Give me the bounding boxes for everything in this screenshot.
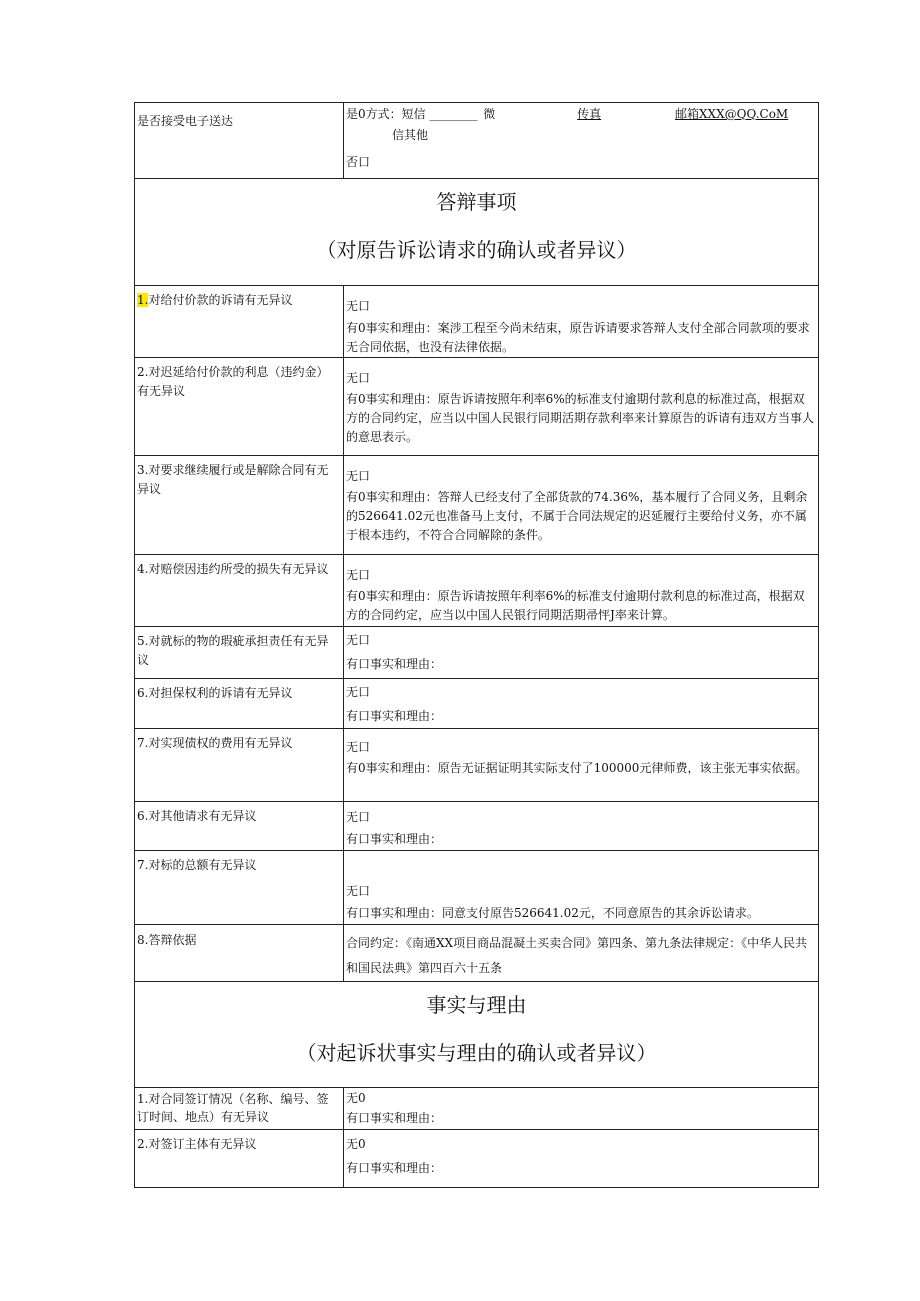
- answer-line: 有0事实和理由：答辩人已经支付了全部货款的74.36%，基本履行了合同义务，且剩余的526641.02元也准备马上支付，不属于合同法规定的迟延履行主要给付义务，亦不属于根本违约，不符合合同解除的条件。: [346, 490, 808, 542]
- item-number: 3.: [137, 463, 149, 477]
- item-label: [135, 679, 344, 729]
- item-answer: [344, 729, 819, 802]
- answer-line: 无口: [346, 685, 371, 699]
- wechat-other-text: 信其他: [392, 128, 429, 142]
- item-label: [135, 729, 344, 802]
- answer-line: 有0事实和理由：案涉工程至今尚未结束，原告诉请要求答辩人支付全部合同款项的要求无合同依据，也没有法律依据。: [346, 321, 810, 354]
- answer-line: 无0: [346, 1091, 366, 1105]
- electronic-service-label: [135, 103, 344, 179]
- answer-line: 无口: [346, 299, 371, 313]
- answer-line: 合同约定：《南通XX项目商品混凝土买卖合同》第四条、第九条法律规定：《中华人民共和国民法典》第四百六十五条: [346, 936, 808, 975]
- table-row: [135, 1130, 819, 1188]
- answer-line: 有口事实和理由：: [346, 1161, 443, 1175]
- section-title: 事实与理由: [426, 993, 527, 1017]
- answer-line: 有口事实和理由：: [346, 1111, 443, 1125]
- item-number: 6.: [137, 686, 149, 700]
- defense-form-table: [134, 102, 819, 1188]
- answer-line: 有0事实和理由：原告无证据证明其实际支付了100000元律师费，该主张无事实依据。: [346, 761, 808, 775]
- item-answer: [344, 1130, 819, 1188]
- item-label-text: 对签订主体有无异议: [148, 1137, 257, 1151]
- answer-line: 无口: [346, 740, 371, 754]
- item-label: [135, 925, 344, 982]
- table-row: [135, 802, 819, 851]
- answer-line: 有口事实和理由：同意支付原告526641.02元，不同意原告的其余诉讼请求。: [346, 906, 759, 920]
- sms-blank: ________: [429, 107, 478, 121]
- item-number: 4.: [137, 562, 149, 576]
- no-option-text: 否口: [346, 155, 371, 169]
- item-number: 7.: [137, 736, 149, 750]
- item-number: 7.: [137, 858, 149, 872]
- section-title: 答辩事项: [436, 190, 517, 214]
- item-label: [135, 802, 344, 851]
- section-header-cell: [135, 179, 819, 286]
- item-number: 2.: [137, 365, 149, 379]
- table-row: [135, 925, 819, 982]
- item-answer: [344, 679, 819, 729]
- electronic-service-options: [344, 103, 819, 179]
- answer-line: 无口: [346, 469, 371, 483]
- table-row: [135, 729, 819, 802]
- item-label: [135, 456, 344, 555]
- item-number: 2.: [137, 1137, 149, 1151]
- answer-line: 有口事实和理由：: [346, 709, 443, 723]
- answer-line: 有0事实和理由：原告诉请按照年利率6%的标准支付逾期付款利息的标准过高，根据双方的合同约定，应当以中国人民银行同期活期存款利率来计算原告的诉请有违双方当事人的意思表示。: [346, 392, 815, 444]
- item-label-text: 对担保权利的诉请有无异议: [148, 686, 293, 700]
- item-number: 5.: [137, 634, 149, 648]
- item-label: [135, 286, 344, 358]
- item-label-text: 答辩依据: [148, 933, 197, 947]
- wechat-text: 微: [483, 107, 496, 121]
- item-label-text: 对合同签订情况（名称、编号、签订时间、地点）有无异议: [137, 1092, 329, 1124]
- table-row: [135, 358, 819, 456]
- item-label: [135, 555, 344, 627]
- item-label-text: 对要求继续履行或是解除合同有无异议: [137, 463, 329, 496]
- item-answer: [344, 358, 819, 456]
- email-text: 邮箱XXX@QQ.CoM: [674, 107, 789, 121]
- fax-text: 传真: [577, 107, 602, 121]
- section-subtitle: （对起诉状事实与理由的确认或者异议）: [296, 1041, 657, 1065]
- answer-line: 无口: [346, 371, 371, 385]
- answer-line: 有口事实和理由：: [346, 657, 443, 671]
- item-label: [135, 851, 344, 925]
- item-number: 8.: [137, 933, 149, 947]
- answer-line: 无口: [346, 810, 371, 824]
- table-row: [135, 679, 819, 729]
- section-header-defense: [135, 179, 819, 286]
- item-label-text: 对给付价款的诉请有无异议: [148, 293, 293, 307]
- table-row: [135, 851, 819, 925]
- table-row: [135, 456, 819, 555]
- item-label: [135, 627, 344, 679]
- table-row: [135, 555, 819, 627]
- item-label-text: 对迟延给付价款的利息（违约金）有无异议: [137, 365, 329, 398]
- item-answer: [344, 555, 819, 627]
- item-number: 1.: [137, 293, 149, 307]
- section-header-facts: [135, 982, 819, 1088]
- item-answer: [344, 851, 819, 925]
- section-header-cell: [135, 982, 819, 1088]
- answer-line: 无0: [346, 1137, 366, 1151]
- item-label-text: 对就标的物的瑕疵承担责任有无异议: [137, 634, 329, 667]
- item-label: [135, 1088, 344, 1130]
- item-label: [135, 358, 344, 456]
- item-answer: [344, 1088, 819, 1130]
- item-label-text: 对其他请求有无异议: [148, 809, 257, 823]
- answer-line: 有0事实和理由：原告诉请按照年利率6%的标准支付逾期付款利息的标准过高，根据双方的合同约定，应当以中国人民银行同期活期帚怦J率来计算。: [346, 589, 805, 622]
- item-label-text: 对赔偿因违约所受的损失有无异议: [148, 562, 329, 576]
- item-answer: [344, 627, 819, 679]
- item-label-text: 对实现债权的费用有无异议: [148, 736, 293, 750]
- answer-line: 无口: [346, 568, 371, 582]
- item-answer: [344, 925, 819, 982]
- item-answer: [344, 802, 819, 851]
- yes-method-text: 是0方式：短信: [346, 107, 426, 121]
- table-row: [135, 1088, 819, 1130]
- electronic-service-row: [135, 103, 819, 179]
- answer-line: 有口事实和理由：: [346, 832, 443, 846]
- item-label-text: 对标的总额有无异议: [148, 858, 257, 872]
- table-row: [135, 627, 819, 679]
- table-row: [135, 286, 819, 358]
- item-number: 6.: [137, 809, 149, 823]
- answer-line: 无口: [346, 884, 371, 898]
- item-answer: [344, 286, 819, 358]
- section-subtitle: （对原告诉讼请求的确认或者异议）: [316, 238, 637, 262]
- item-answer: [344, 456, 819, 555]
- label-text: 是否接受电子送达: [137, 114, 234, 128]
- item-number: 1.: [137, 1092, 149, 1106]
- item-label: [135, 1130, 344, 1188]
- answer-line: 无口: [346, 633, 371, 647]
